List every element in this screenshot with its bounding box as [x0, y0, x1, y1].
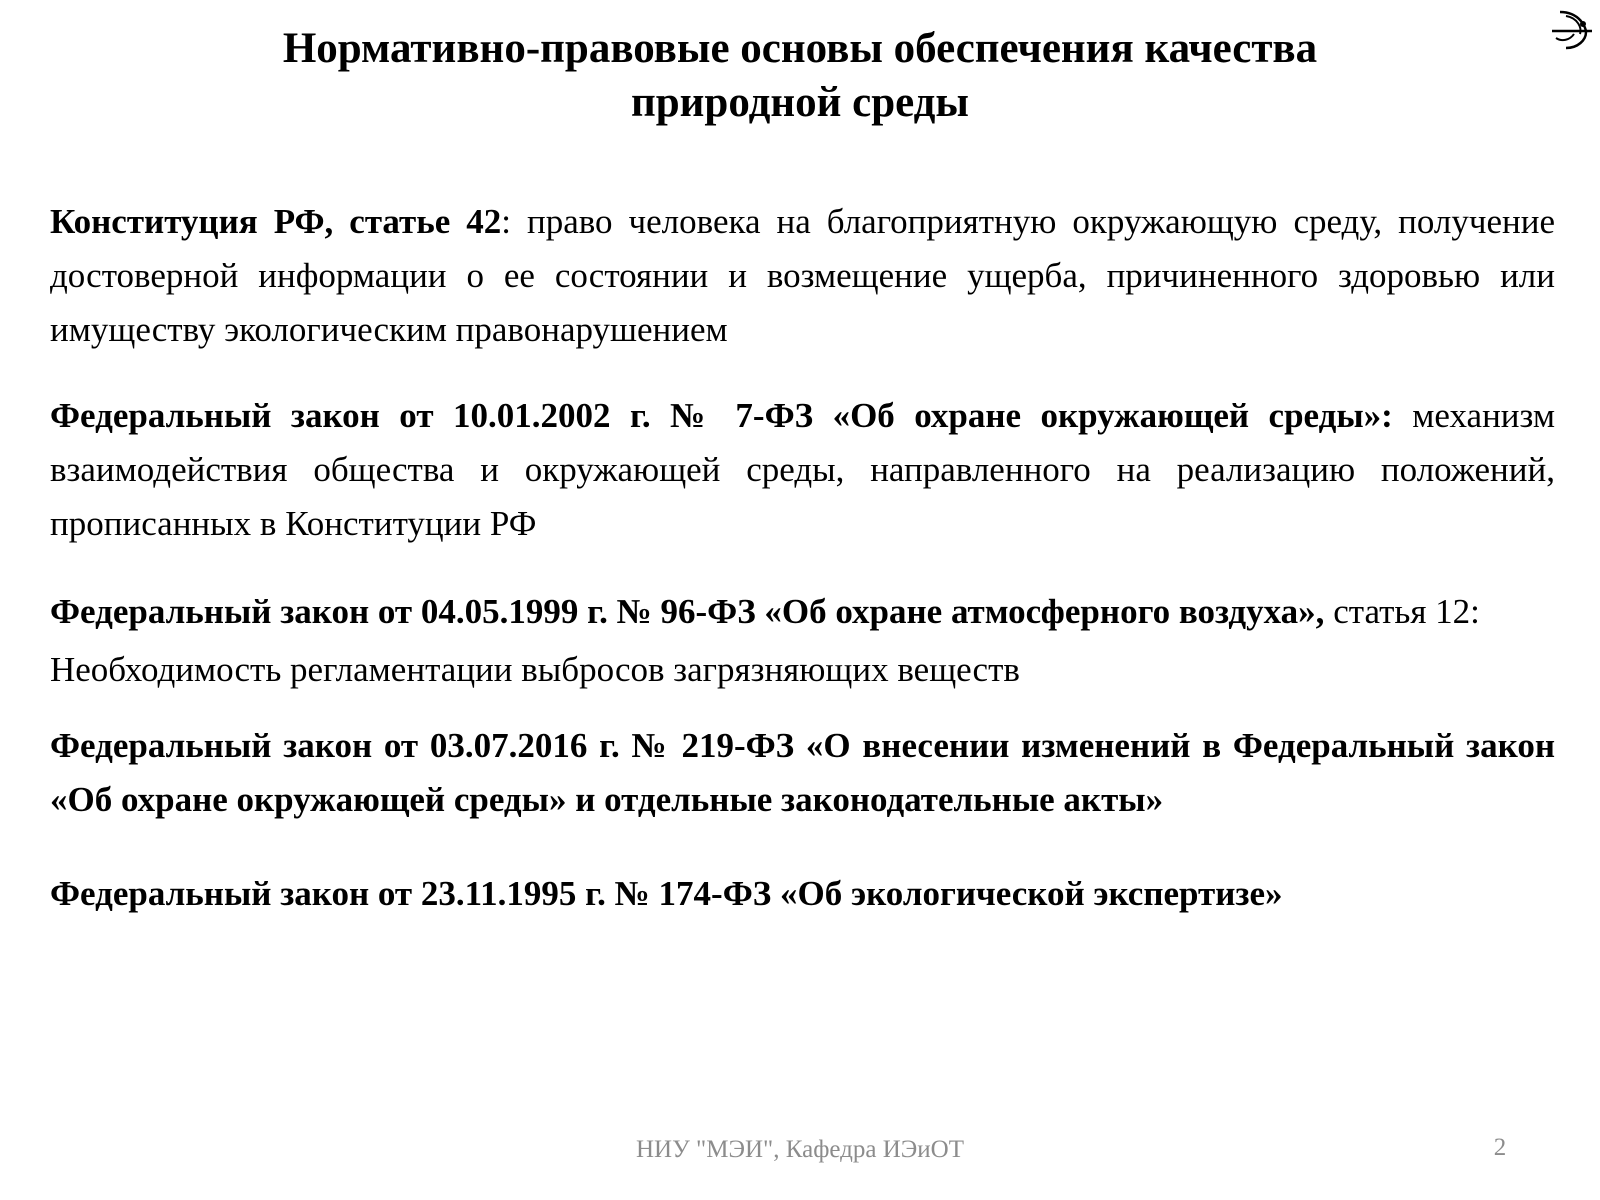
paragraph-law-96fz-text: статья 12: Необходимость регламентации выбросов загрязняющих веществ — [50, 592, 1480, 689]
slide-content — [50, 195, 1555, 921]
paragraph-law-7fz-heading: Федеральный закон от 10.01.2002 г. № 7-ФЗ «Об охране окружающей среды»: — [50, 396, 1393, 435]
paragraph-law-219fz — [50, 719, 1555, 827]
paragraph-law-219fz-heading: Федеральный закон от 03.07.2016 г. № 219-ФЗ «О внесении изменений в Федеральный закон «Об охране окружающей среды» и отдельные законодательные акты» — [50, 726, 1555, 819]
footer-text: НИУ "МЭИ", Кафедра ИЭиОТ — [636, 1136, 964, 1163]
paragraph-constitution — [50, 195, 1555, 357]
paragraph-law-7fz — [50, 389, 1555, 551]
paragraph-law-7fz-text: механизм взаимодействия общества и окружающей среды, направленного на реализацию положений, прописанных в Конституции РФ — [50, 396, 1556, 543]
slide-title-line-2: природной среды — [630, 79, 970, 126]
paragraph-law-174fz — [50, 867, 1555, 921]
paragraph-constitution-heading: Конституция РФ, статье 42 — [50, 202, 502, 241]
university-logo-icon — [1550, 6, 1594, 54]
slide-title — [160, 22, 1440, 130]
slide-title-line-1: Нормативно-правовые основы обеспечения качества — [282, 25, 1318, 72]
paragraph-law-174fz-heading: Федеральный закон от 23.11.1995 г. № 174-ФЗ «Об экологической экспертизе» — [50, 874, 1283, 913]
paragraph-law-96fz — [50, 583, 1555, 699]
paragraph-constitution-text: : право человека на благоприятную окружающую среду, получение достоверной информации о ее состоянии и возмещение ущерба, причиненного здоровью или имуществу экологическим правонарушением — [50, 202, 1555, 349]
paragraph-law-96fz-heading: Федеральный закон от 04.05.1999 г. № 96-ФЗ «Об охране атмосферного воздуха», — [50, 592, 1325, 631]
page-number: 2 — [1493, 1134, 1507, 1161]
